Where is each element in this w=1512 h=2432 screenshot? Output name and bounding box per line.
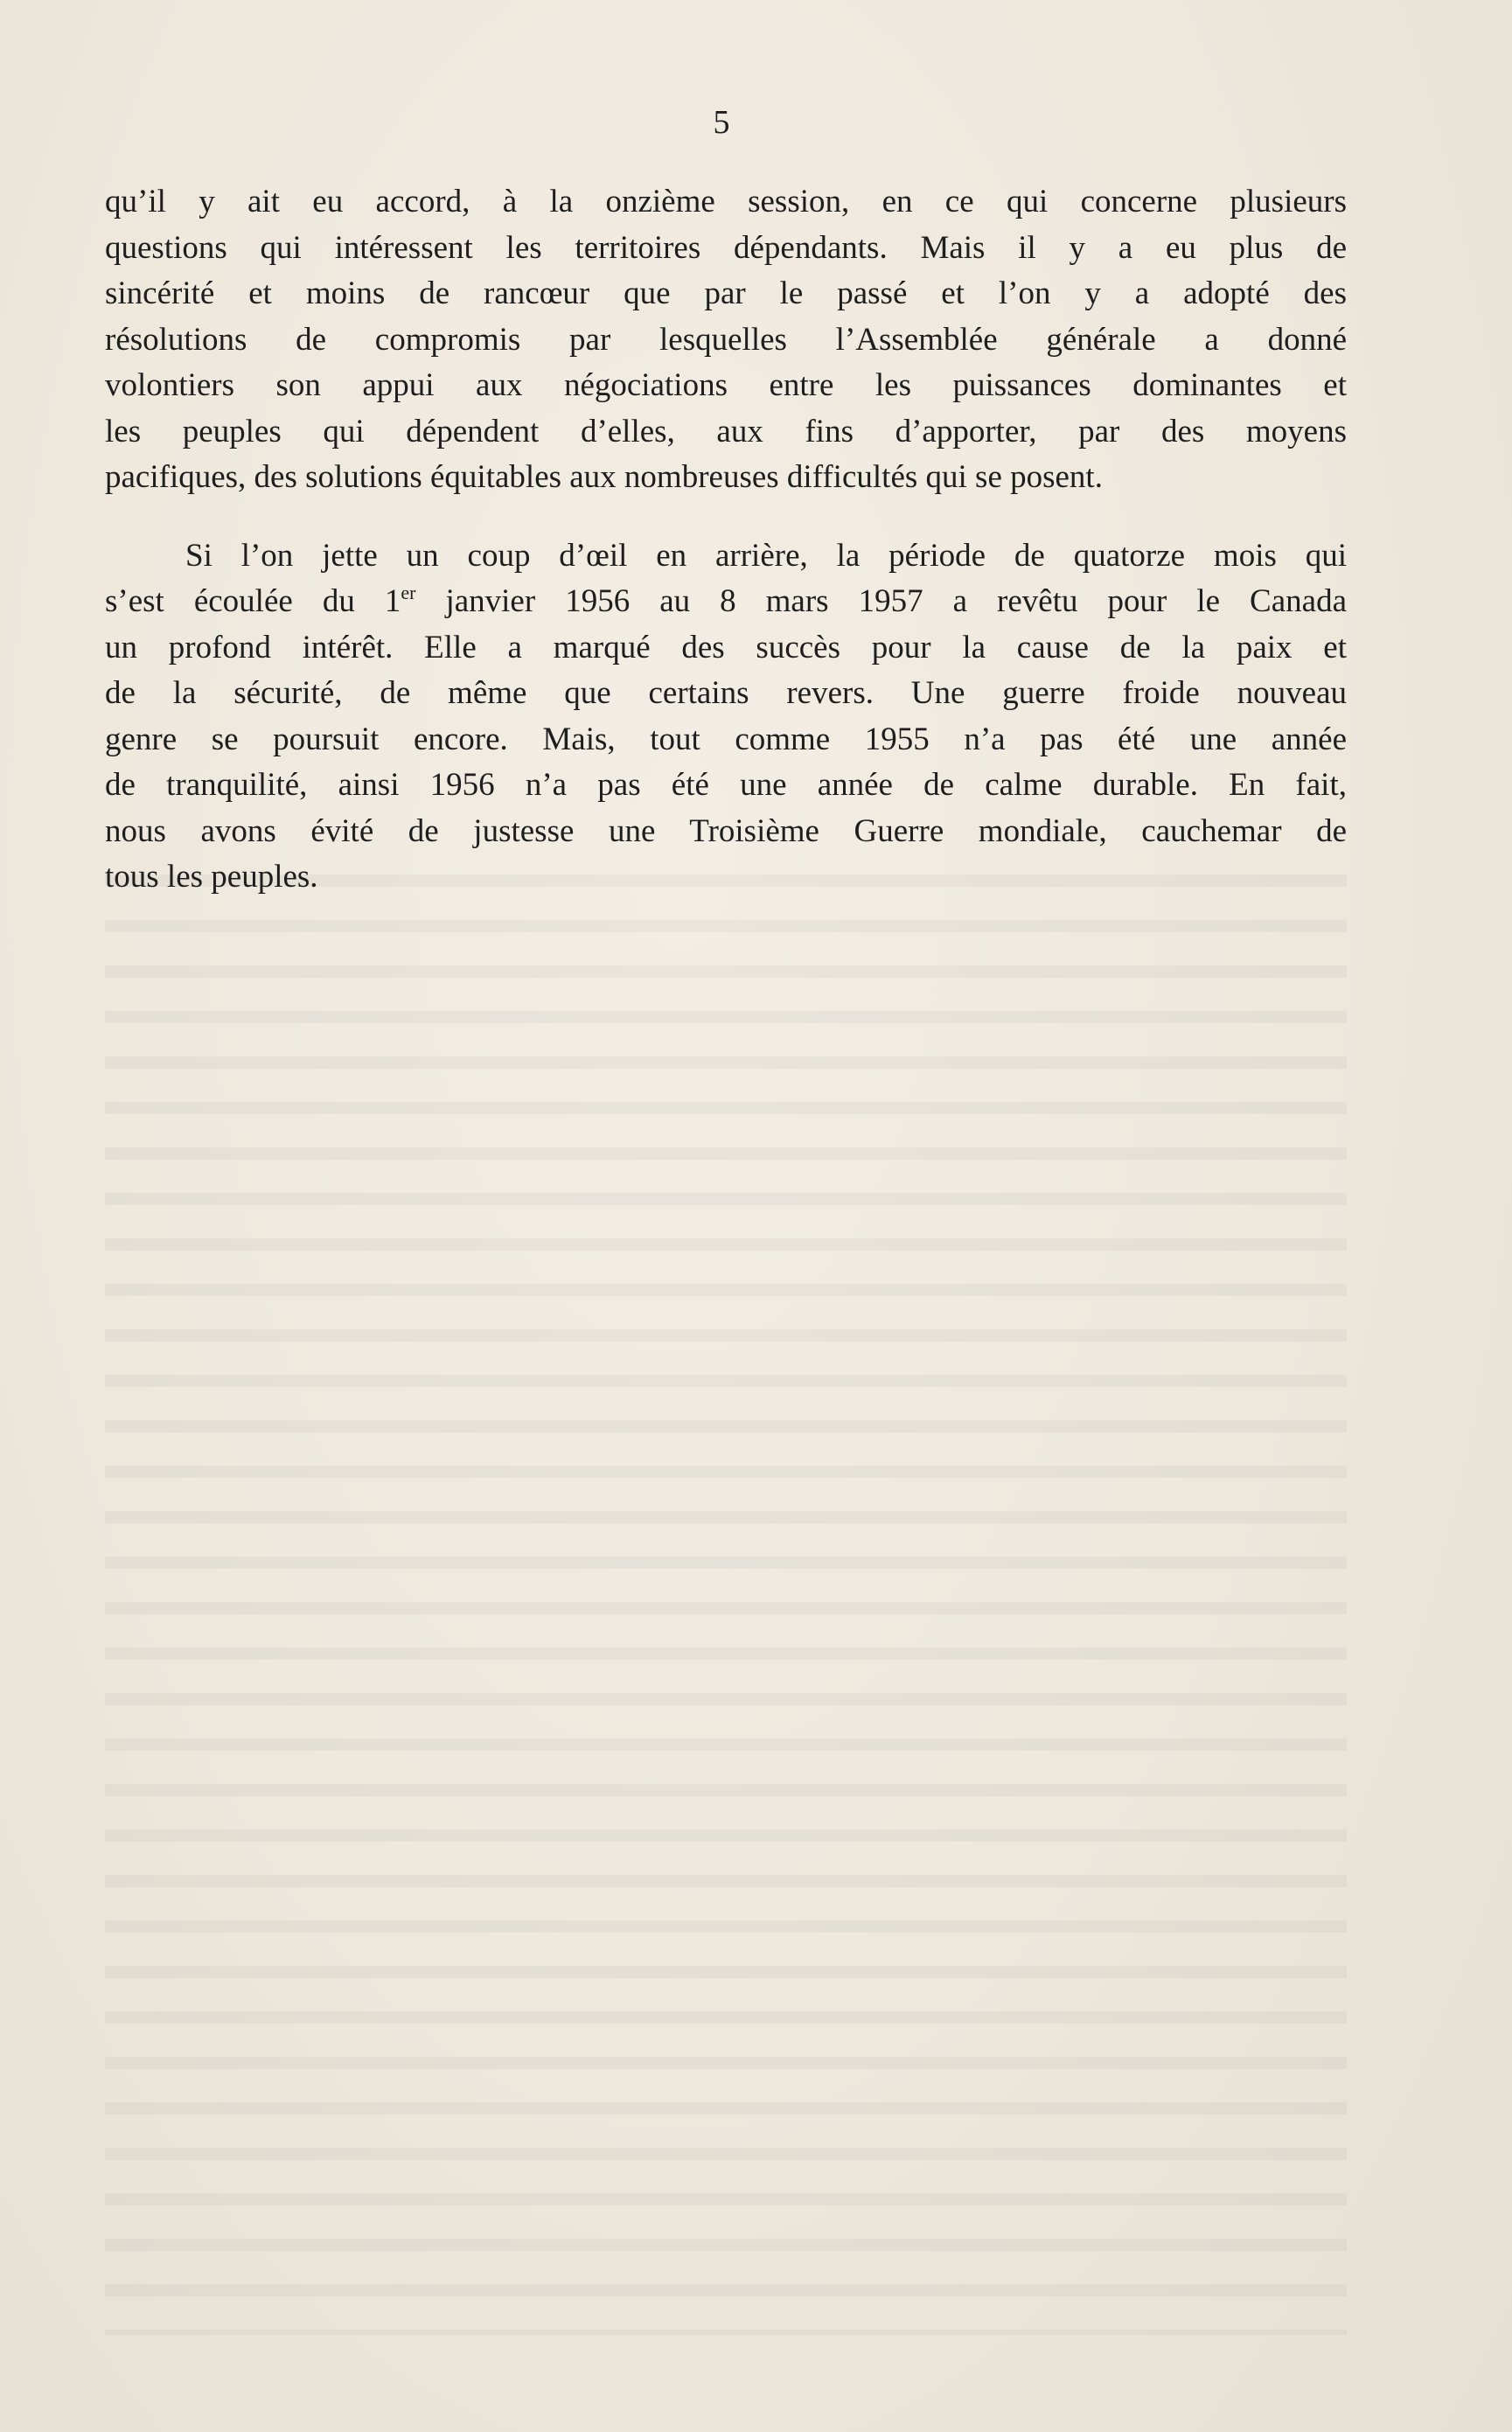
text-line: genre se poursuit encore. Mais, tout comme 1955 n’a pas été une année: [105, 721, 1347, 757]
page-number: 5: [713, 104, 730, 141]
text-line: qu’il y ait eu accord, à la onzième session, en ce qui concerne plusieurs: [105, 184, 1347, 220]
paragraph-2: [105, 533, 1347, 901]
text-line-with-superscript: [105, 579, 1347, 625]
body-text: [105, 179, 1347, 901]
text-line: de la sécurité, de même que certains revers. Une guerre froide nouveau: [105, 675, 1347, 711]
text-line: pacifiques, des solutions équitables aux nombreuses difficultés qui se posent.: [105, 459, 1103, 495]
text-line: un profond intérêt. Elle a marqué des succès pour la cause de la paix et: [105, 629, 1347, 665]
text-fragment: s’est écoulée du 1: [105, 583, 401, 619]
show-through-texture: [105, 848, 1347, 2335]
superscript-ordinal: er: [401, 582, 416, 603]
text-line: les peuples qui dépendent d’elles, aux fins d’apporter, par des moyens: [105, 413, 1347, 449]
paragraph-1: [105, 179, 1347, 501]
text-line: tous les peuples.: [105, 859, 318, 895]
text-line: de tranquilité, ainsi 1956 n’a pas été une année de calme durable. En fait,: [105, 767, 1347, 803]
text-line: questions qui intéressent les territoires dépendants. Mais il y a eu plus de: [105, 229, 1347, 266]
text-fragment: janvier 1956 au 8 mars 1957 a revêtu pour le Canada: [415, 583, 1347, 619]
text-line: Si l’on jette un coup d’œil en arrière, la période de quatorze mois qui: [185, 537, 1347, 574]
text-line: résolutions de compromis par lesquelles l’Assemblée générale a donné: [105, 321, 1347, 358]
text-line: volontiers son appui aux négociations entre les puissances dominantes et: [105, 367, 1347, 403]
text-line: sincérité et moins de rancœur que par le passé et l’on y a adopté des: [105, 275, 1347, 311]
text-line: nous avons évité de justesse une Troisième Guerre mondiale, cauchemar de: [105, 812, 1347, 849]
